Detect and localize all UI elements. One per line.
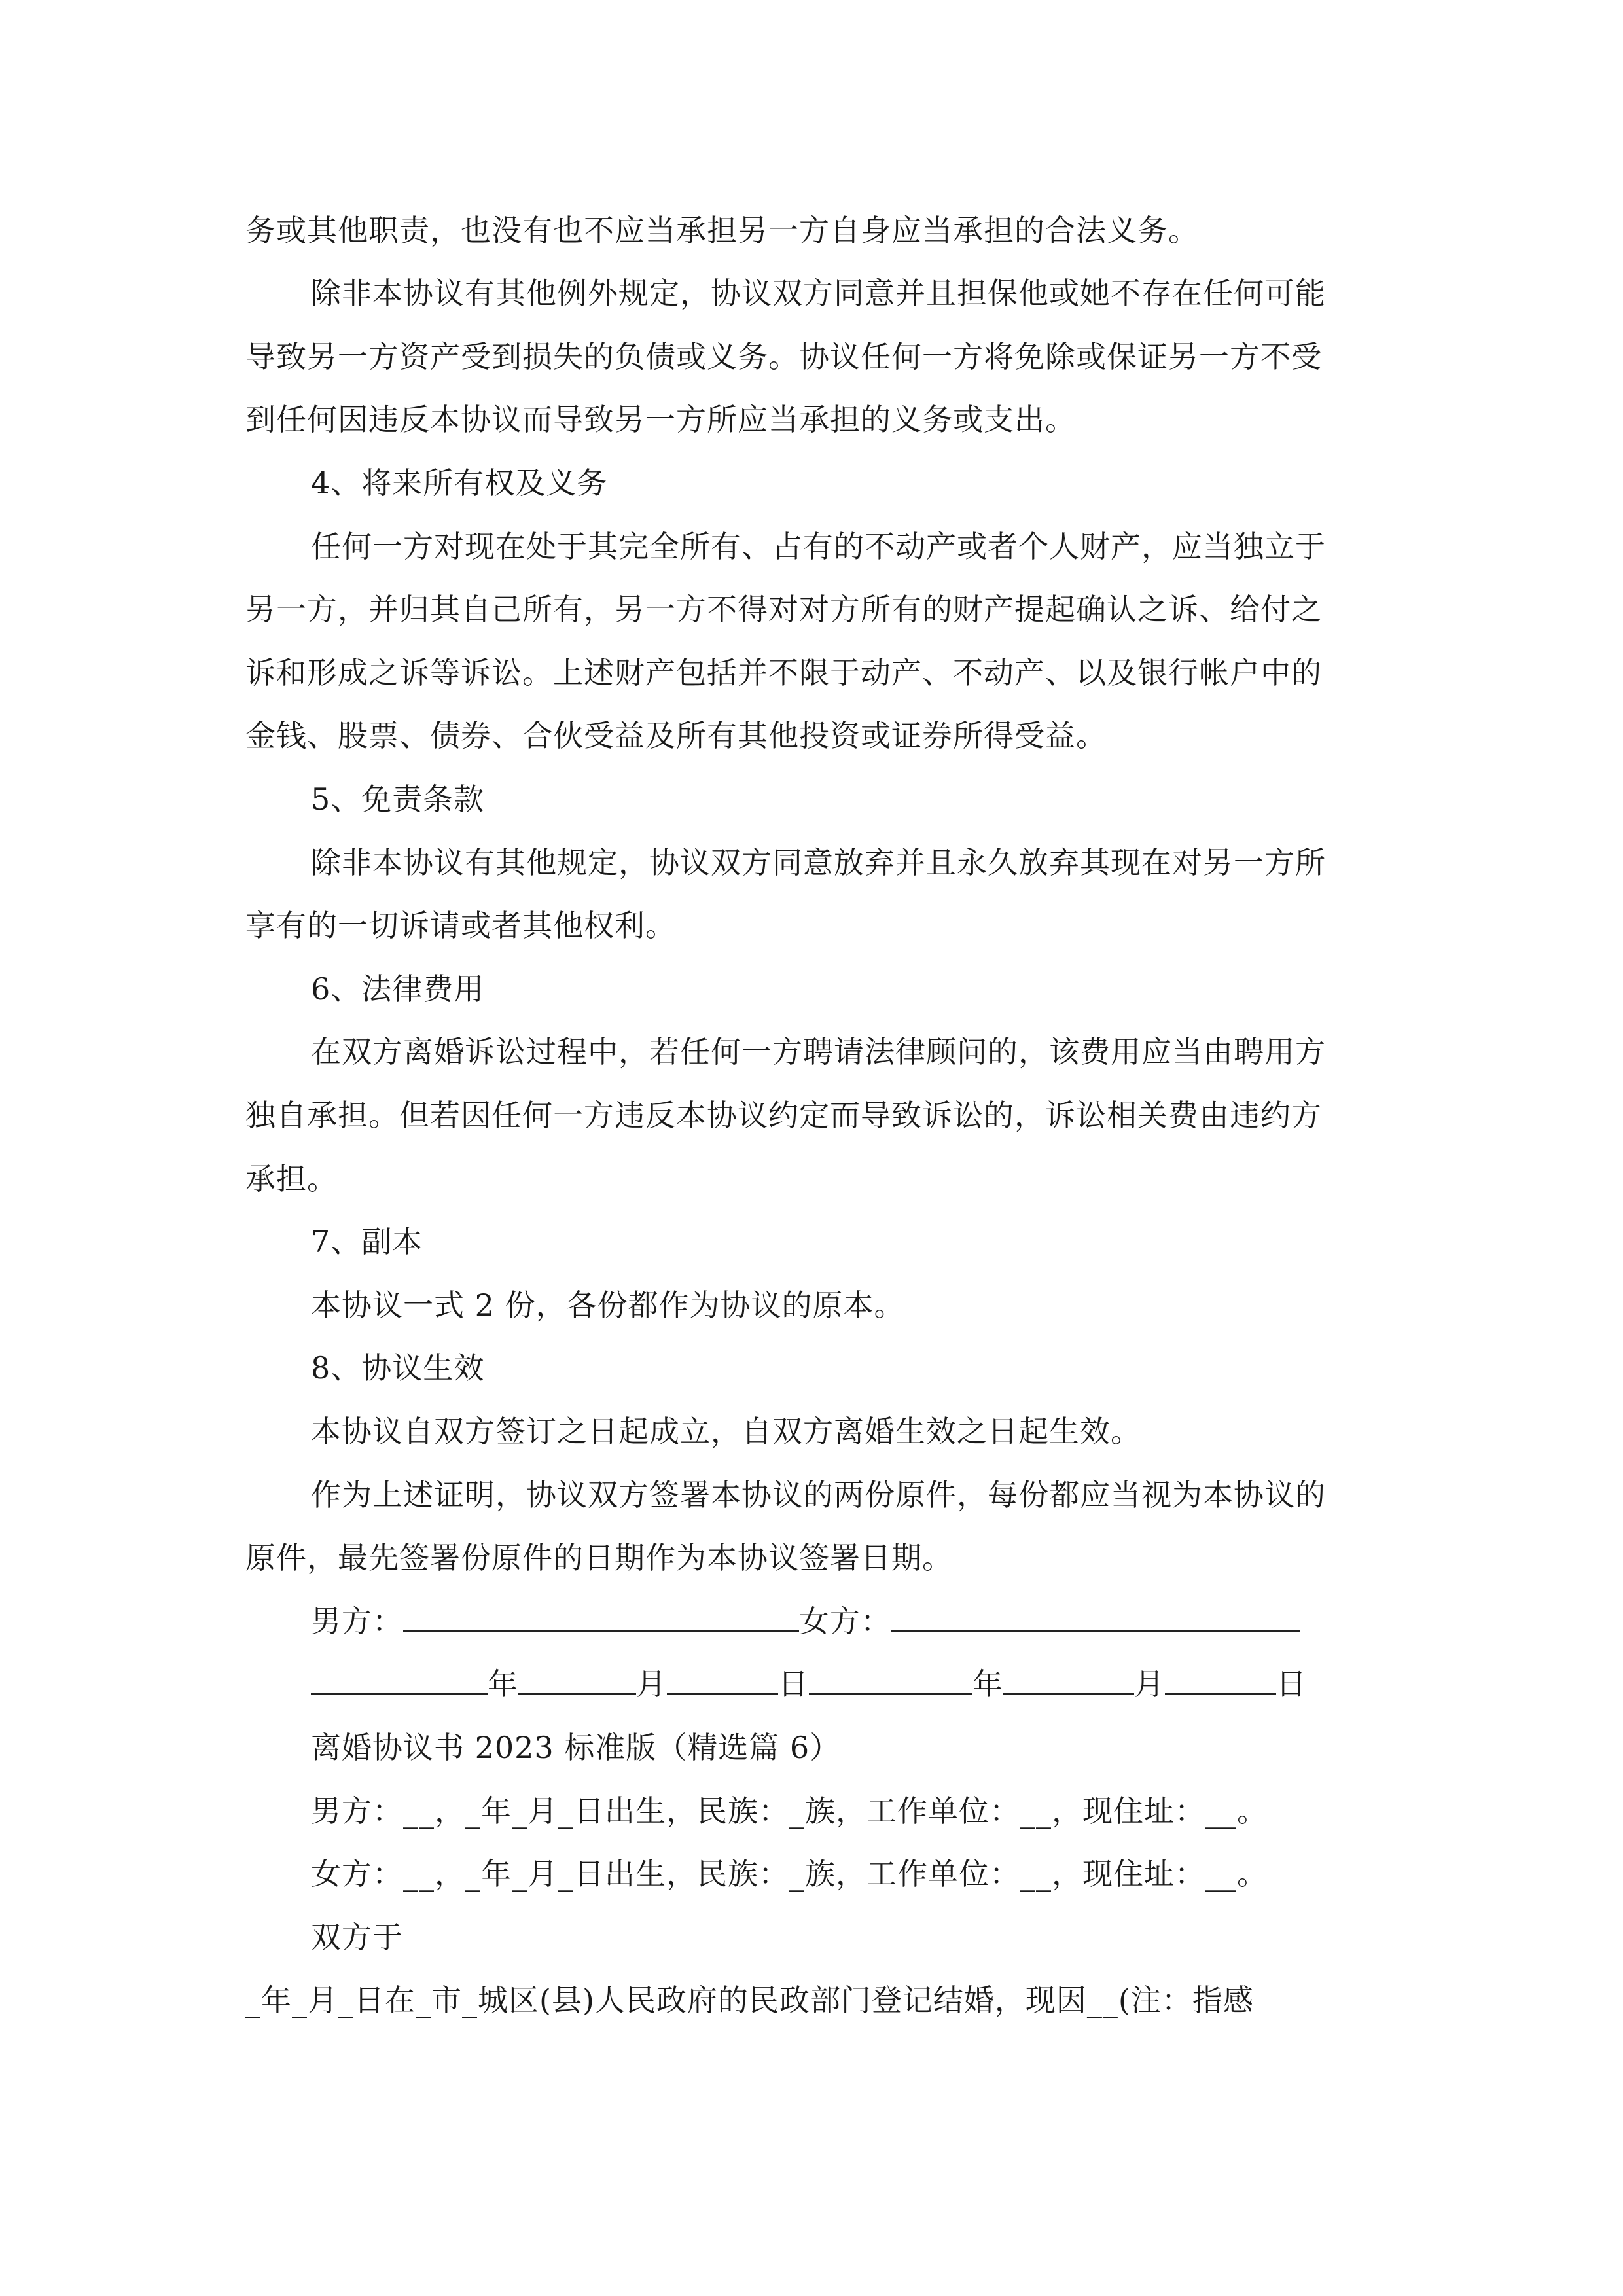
text-line: 到任何因违反本协议而导致另一方所应当承担的义务或支出。 — [245, 402, 1076, 437]
text-line: _年_月_日在_市_城区(县)人民政府的民政部门登记结婚，现因__(注：指感 — [245, 1982, 1254, 2018]
month-label: 月 — [636, 1666, 667, 1702]
section-heading: 6、法律费用 — [311, 971, 485, 1007]
year-blank[interactable] — [809, 1664, 972, 1695]
text-line: 本协议一式 2 份，各份都作为协议的原本。 — [311, 1287, 905, 1323]
month-blank[interactable] — [518, 1664, 636, 1695]
text-line: 双方于 — [311, 1920, 403, 1955]
section-heading: 5、免责条款 — [311, 781, 485, 817]
month-blank[interactable] — [1003, 1664, 1134, 1695]
text-line: 在双方离婚诉讼过程中，若任何一方聘请法律顾问的，该费用应当由聘用方 — [311, 1034, 1326, 1069]
section-heading: 8、协议生效 — [311, 1350, 485, 1386]
day-label: 日 — [1276, 1666, 1307, 1702]
day-blank[interactable] — [667, 1664, 778, 1695]
text-line: 另一方，并归其自己所有，另一方不得对对方所有的财产提起确认之诉、给付之 — [245, 592, 1322, 627]
text-line: 享有的一切诉请或者其他权利。 — [245, 908, 676, 943]
text-line: 任何一方对现在处于其完全所有、占有的不动产或者个人财产，应当独立于 — [311, 529, 1326, 564]
section-heading: 7、副本 — [311, 1224, 423, 1259]
female-label: 女方： — [799, 1604, 891, 1639]
text-line: 男方：__，_年_月_日出生，民族：_族，工作单位：__，现住址：__。 — [311, 1793, 1268, 1829]
text-line: 除非本协议有其他规定，协议双方同意放弃并且永久放弃其现在对另一方所 — [311, 845, 1326, 880]
female-signature-blank[interactable] — [891, 1602, 1300, 1632]
text-line: 除非本协议有其他例外规定，协议双方同意并且担保他或她不存在任何可能 — [311, 276, 1326, 311]
text-line: 独自承担。但若因任何一方违反本协议约定而导致诉讼的，诉讼相关费由违约方 — [245, 1098, 1322, 1133]
text-line: 务或其他职责，也没有也不应当承担另一方自身应当承担的合法义务。 — [245, 213, 1199, 248]
month-label: 月 — [1134, 1666, 1165, 1702]
signature-line — [311, 1602, 1300, 1641]
male-signature-blank[interactable] — [403, 1602, 799, 1632]
section-heading: 4、将来所有权及义务 — [311, 465, 608, 501]
text-line: 女方：__，_年_月_日出生，民族：_族，工作单位：__，现住址：__。 — [311, 1856, 1268, 1892]
article-title: 离婚协议书 2023 标准版（精选篇 6） — [311, 1730, 841, 1765]
male-label: 男方： — [311, 1604, 403, 1639]
text-line: 承担。 — [245, 1161, 338, 1196]
text-line: 诉和形成之诉等诉讼。上述财产包括并不限于动产、不动产、以及银行帐户中的 — [245, 655, 1322, 691]
year-label: 年 — [488, 1666, 518, 1702]
text-line: 作为上述证明，协议双方签署本协议的两份原件，每份都应当视为本协议的 — [311, 1477, 1326, 1513]
year-blank[interactable] — [311, 1664, 488, 1695]
text-line: 本协议自双方签订之日起成立，自双方离婚生效之日起生效。 — [311, 1414, 1141, 1449]
day-label: 日 — [778, 1666, 809, 1702]
year-label: 年 — [972, 1666, 1003, 1702]
day-blank[interactable] — [1165, 1664, 1276, 1695]
text-line: 原件，最先签署份原件的日期作为本协议签署日期。 — [245, 1540, 953, 1575]
text-line: 导致另一方资产受到损失的负债或义务。协议任何一方将免除或保证另一方不受 — [245, 339, 1322, 374]
text-line: 金钱、股票、债券、合伙受益及所有其他投资或证券所得受益。 — [245, 718, 1107, 753]
date-line — [311, 1664, 1307, 1704]
